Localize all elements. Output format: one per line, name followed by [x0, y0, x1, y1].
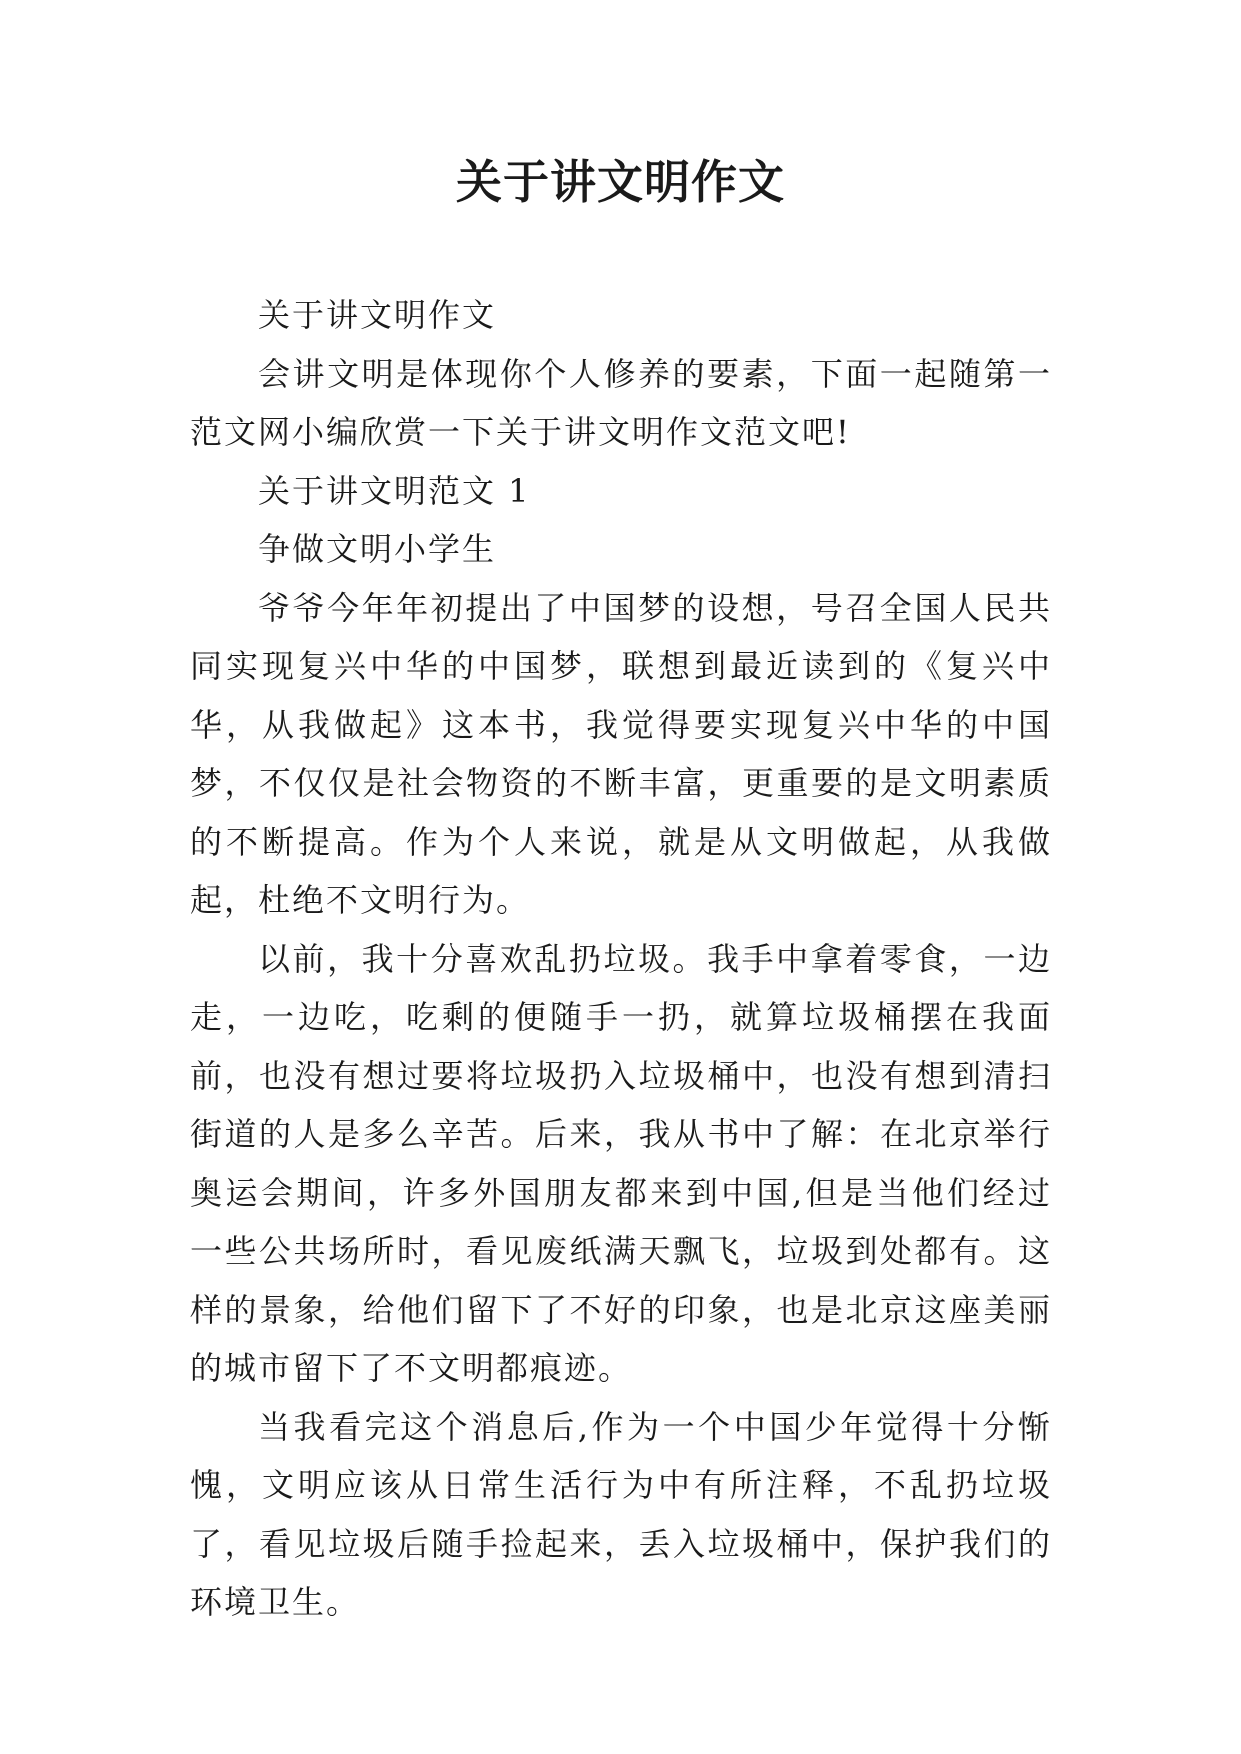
paragraph-body: 以前，我十分喜欢乱扔垃圾。我手中拿着零食，一边走，一边吃，吃剩的便随手一扔，就算垃圾桶摆在我面前，也没有想过要将垃圾扔入垃圾桶中，也没有想到清扫街道的人是多么辛苦。后来，我从书中了解：在北京举行奥运会期间，许多外国朋友都来到中国,但是当他们经过一些公共场所时，看见废纸满天飘飞，垃圾到处都有。这样的景象，给他们留下了不好的印象，也是北京这座美丽的城市留下了不文明都痕迹。 — [190, 939, 1052, 1387]
paragraph-body: 爷爷今年年初提出了中国梦的设想，号召全国人民共同实现复兴中华的中国梦，联想到最近读到的《复兴中华，从我做起》这本书，我觉得要实现复兴中华的中国梦，不仅仅是社会物资的不断丰富，更重要的是文明素质的不断提高。作为个人来说，就是从文明做起，从我做起，杜绝不文明行为。 — [190, 588, 1052, 919]
paragraph-sample-label: 关于讲文明范文 1 — [258, 471, 531, 510]
paragraph-body: 当我看完这个消息后,作为一个中国少年觉得十分惭愧，文明应该从日常生活行为中有所注释，不乱扔垃圾了，看见垃圾后随手捡起来，丢入垃圾桶中，保护我们的环境卫生。 — [190, 1407, 1052, 1621]
paragraph-heading: 关于讲文明作文 — [258, 296, 497, 334]
document-title: 关于讲文明作文 — [456, 155, 785, 209]
paragraph-essay-title: 争做文明小学生 — [258, 530, 497, 568]
paragraph-intro: 会讲文明是体现你个人修养的要素，下面一起随第一范文网小编欣赏一下关于讲文明作文范文吧! — [190, 354, 1052, 451]
document-body — [190, 286, 1052, 1632]
